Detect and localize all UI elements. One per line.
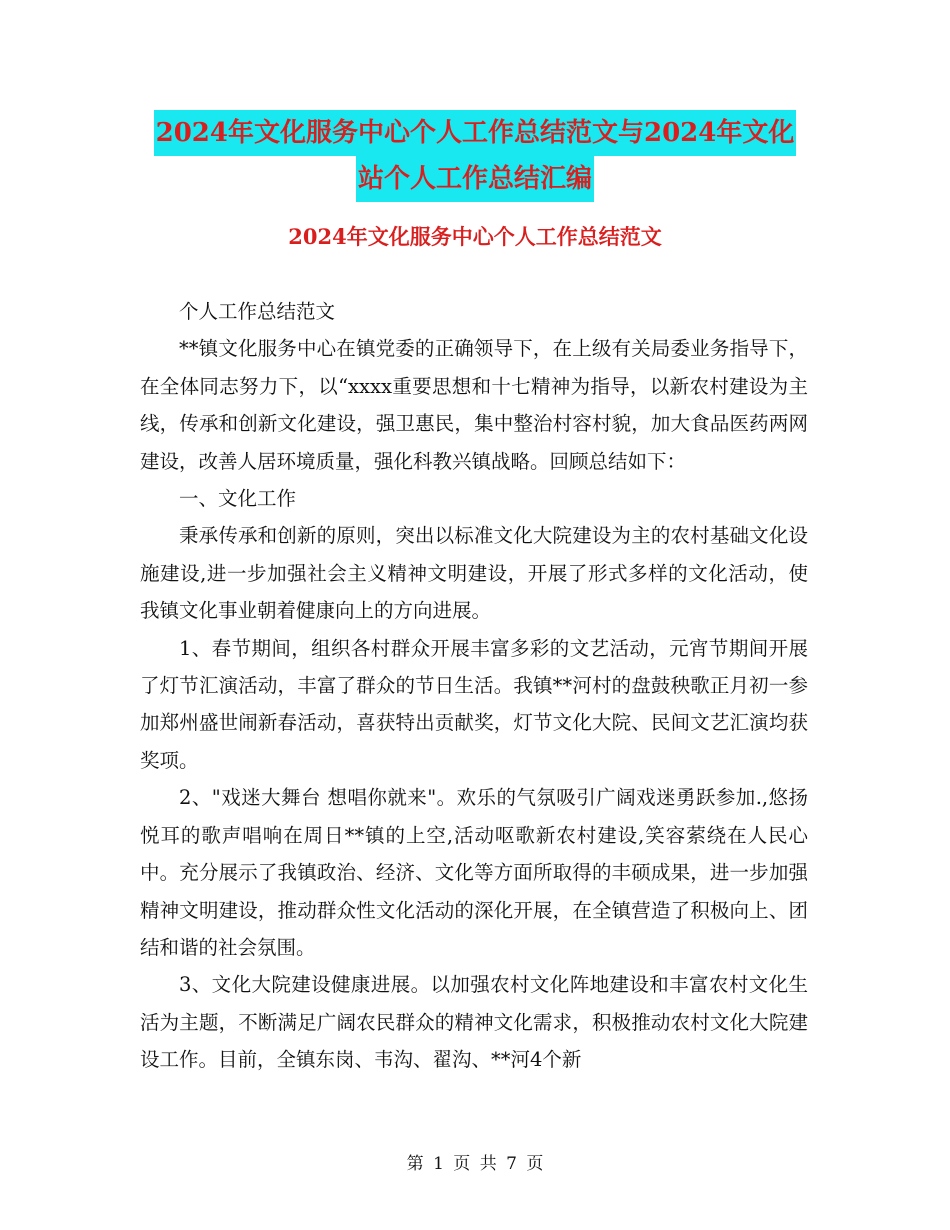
section-title: 2024年文化服务中心个人工作总结范文: [288, 224, 662, 249]
page-footer: 第 1 页 共 7 页: [406, 1154, 544, 1174]
paragraph: 2、"戏迷大舞台 想唱你就来"。欢乐的气氛吸引广阔戏迷勇跃参加.,悠扬悦耳的歌声唱响在周日**镇的上空,活动呕歌新农村建设,笑容萦绕在人民心中。充分展示了我镇政治、经济、文化等方面所取得的丰硕成果，进一步加强精神文明建设，推动群众性文化活动的深化开展，在全镇营造了积极向上、团结和谐的社会氛围。: [140, 786, 808, 959]
document-title-line-2: 站个人工作总结汇编: [356, 156, 594, 202]
paragraph: **镇文化服务中心在镇党委的正确领导下，在上级有关局委业务指导下，在全体同志努力下，以“xxxx重要思想和十七精神为指导，以新农村建设为主线，传承和创新文化建设，强卫惠民，集中整治村容村貌，加大食品医药两网建设，改善人居环境质量，强化科教兴镇战略。回顾总结如下：: [140, 337, 808, 473]
paragraph-section-heading: 一、文化工作: [179, 487, 297, 511]
document-body: [140, 293, 808, 1079]
document-title: [0, 110, 950, 202]
paragraph: 3、文化大院建设健康进展。以加强农村文化阵地建设和丰富农村文化生活为主题，不断满足广阔农民群众的精神文化需求，积极推动农村文化大院建设工作。目前，全镇东岗、韦沟、翟沟、**河4个新: [140, 973, 808, 1072]
paragraph: 秉承传承和创新的原则，突出以标准文化大院建设为主的农村基础文化设施建设,进一步加强社会主义精神文明建设，开展了形式多样的文化活动，使我镇文化事业朝着健康向上的方向进展。: [140, 524, 808, 623]
document-title-line-1: 2024年文化服务中心个人工作总结范文与2024年文化: [154, 110, 797, 156]
paragraph: 1、春节期间，组织各村群众开展丰富多彩的文艺活动，元宵节期间开展了灯节汇演活动，丰富了群众的节日生活。我镇**河村的盘鼓秧歌正月初一参加郑州盛世闹新春活动，喜获特出贡献奖，灯节文化大院、民间文艺汇演均获奖项。: [140, 636, 808, 772]
paragraph-heading: 个人工作总结范文: [179, 300, 336, 323]
